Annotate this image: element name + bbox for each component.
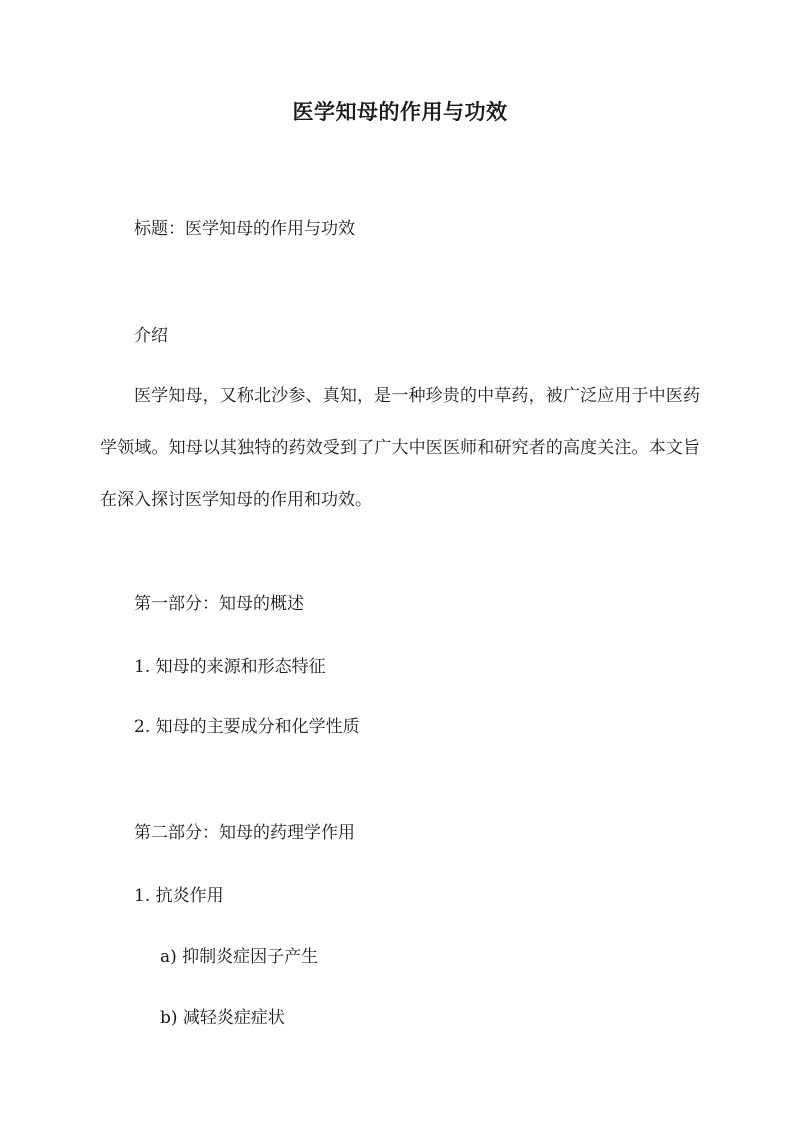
part1-item: 2. 知母的主要成分和化学性质 bbox=[134, 717, 360, 737]
part2-heading: 第二部分：知母的药理学作用 bbox=[134, 823, 355, 843]
part1-item: 1. 知母的来源和形态特征 bbox=[134, 657, 326, 677]
intro-paragraph: 医学知母，又称北沙参、真知，是一种珍贵的中草药，被广泛应用于中医药学领域。知母以其独特的药效受到了广大中医医师和研究者的高度关注。本文旨在深入探讨医学知母的作用和功效。 bbox=[100, 386, 700, 510]
subtitle-line: 标题：医学知母的作用与功效 bbox=[134, 219, 355, 239]
document-title: 医学知母的作用与功效 bbox=[292, 99, 508, 124]
part2-item: 1. 抗炎作用 bbox=[134, 886, 224, 906]
part2-subitem: b) 减轻炎症症状 bbox=[160, 1008, 285, 1028]
part2-subitem: a) 抑制炎症因子产生 bbox=[160, 947, 319, 967]
intro-heading: 介绍 bbox=[134, 326, 168, 346]
part1-heading: 第一部分：知母的概述 bbox=[134, 594, 304, 614]
